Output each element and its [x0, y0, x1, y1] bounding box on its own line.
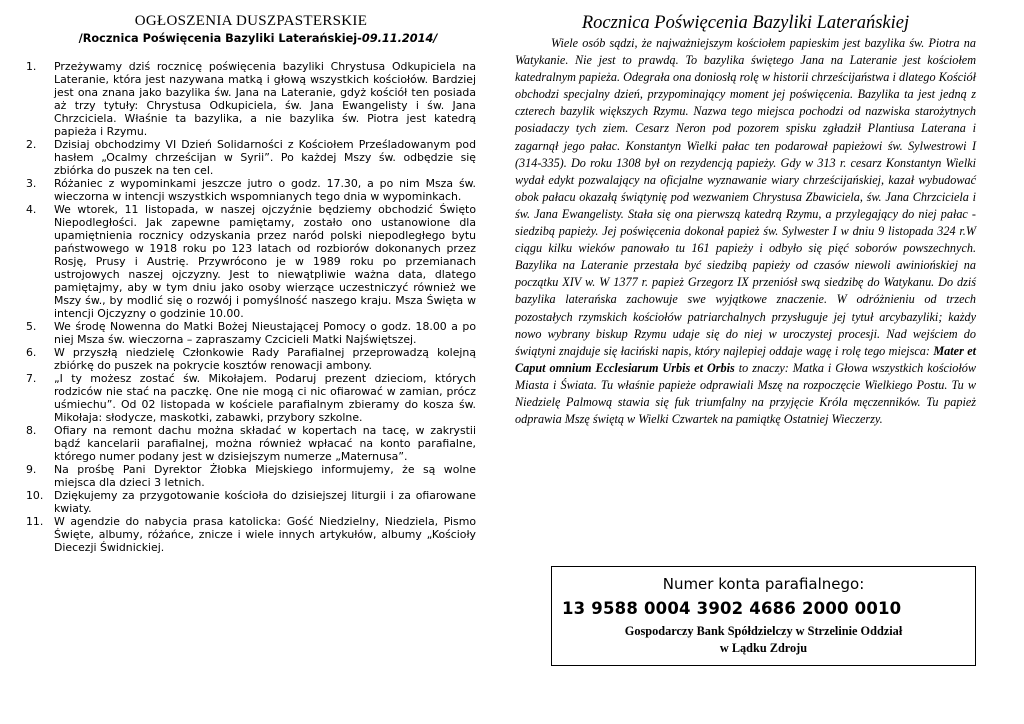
item-number: 3. — [26, 177, 37, 190]
item-text: Ofiary na remont dachu można składać w kopertach na tacę, w zakrystii bądź kancelarii parafialnej, można również wpłacać na konto parafialne, którego numer podany jest w dzisiejszym numerze „Maternusa”. — [54, 424, 476, 463]
item-number: 2. — [26, 138, 37, 151]
item-number: 11. — [26, 515, 44, 528]
announcements-list — [26, 60, 476, 554]
article-title: Rocznica Poświęcenia Bazyliki Laterańskiej — [581, 13, 910, 33]
list-item — [26, 60, 476, 138]
list-item — [26, 203, 476, 320]
list-item — [26, 320, 476, 346]
list-item — [26, 515, 476, 554]
item-text: W przyszłą niedzielę Członkowie Rady Parafialnej przeprowadzą kolejną zbiórkę do puszek na pokrycie kosztów renowacji ambony. — [54, 346, 476, 372]
bank-account-box — [551, 566, 976, 666]
announcements-subtitle — [40, 31, 476, 46]
list-item — [26, 424, 476, 463]
subtitle-occasion: /Rocznica Poświęcenia Bazyliki Laterańskiej- — [78, 32, 362, 45]
item-text: Przeżywamy dziś rocznicę poświęcenia bazyliki Chrystusa Odkupiciela na Lateranie, która jest nazywana matką i głową wszystkich kościołów. Bardziej jest ona znana jako bazylika św. Jana na Lateranie, gdyż kościół ten posiada aż trzy tytuły: Chrystusa Odkupiciela, św. Jana Ewangelisty i św. Jana Chrzciciela. Właśnie ta bazylika, a nie bazylika św. Piotra jest katedrą papieża i Rzymu. — [54, 60, 476, 138]
list-item — [26, 346, 476, 372]
list-item — [26, 463, 476, 489]
item-text: Różaniec z wypominkami jeszcze jutro o godz. 17.30, a po nim Msza św. wieczorna w intencji wszystkich wspomnianych tego dnia w wypominkach. — [54, 177, 476, 203]
subtitle-date: 09.11.2014/ — [361, 32, 438, 45]
article-column — [515, 12, 976, 428]
item-text: Dzisiaj obchodzimy VI Dzień Solidarności z Kościołem Prześladowanym pod hasłem „Ocalmy chrześcijan w Syrii”. Po każdej Mszy św. odbędzie się zbiórka do puszek na ten cel. — [54, 138, 476, 177]
latin-inscription: Mater et Caput omnium Ecclesiarum Urbis et Orbis — [515, 343, 976, 375]
item-number: 9. — [26, 463, 37, 476]
item-text: We środę Nowenna do Matki Bożej Nieustającej Pomocy o godz. 18.00 a po niej Msza św. wieczorna – zapraszamy Czcicieli Matki Najświętszej. — [54, 320, 476, 346]
article-text-part1: Wiele osób sądzi, że najważniejszym kościołem papieskim jest bazylika św. Piotra na Watykanie. Nie jest to prawdą. To bazylika świętego Jana na Lateranie jest kościołem katedralnym papieża. Odegrała ona doniosłą rolę w historii chrześcijaństwa i dlatego Kościół obchodzi specjalny dzień, przypominający moment jej poświęcenia. Bazylika ta jest jedną z czterech bazylik większych Rzymu. Nazwa tego miejsca pochodzi od nazwiska starożytnych posiadaczy tych ziem. Cesarz Neron pod pozorem spisku zgładził Plantiusa Laterana i zagarnął jego pałac. Konstantyn Wielki pałac ten podarował papieżowi św. Sylwestrowi I (314-335). Do roku 1308 był on rezydencją papieży. Gdy w 313 r. cesarz Konstantyn Wielki wydał edykt pozwalający na oficjalne wyznawanie wiary chrześcijańskiej, kazał wybudować obok pałacu okazałą świątynię pod wezwaniem Chrystusa Zbawiciela, św. Jana Chrzciciela i św. Jana Ewangelisty. Stała się ona pierwszą katedrą Rzymu, a przylegający do niej pałac - siedzibą papieży. Jej poświęcenia dokonał papież św. Sylwester I w dniu 9 listopada 324 r.W ciągu kilku wieków panowało tu 161 papieży i odbyło się pięć soborów powszechnych. Bazylika na Lateranie przestała być siedzibą papieży od czasów niewoli awiniońskiej na początku XIV w. W 1377 r. papież Grzegorz IX przeniósł swą siedzibę do Watykanu. Do dziś bazylika laterańska zachowuje swe wyjątkowe znaczenie. W odróżnieniu od trzech pozostałych rzymskich kościołów patriarchalnych przysługuje jej tytuł arcybazyliki; każdy nowo wybrany biskup Rzymu udaje się do niej w uroczystej procesji. Nad wejściem do świątyni znajduje się łaciński napis, który najlepiej oddaje wagę i rolę tego miejsca: — [515, 36, 976, 358]
announcements-column — [26, 12, 476, 554]
account-number: 13 9588 0004 3902 4686 2000 0010 — [562, 599, 902, 618]
item-number: 7. — [26, 372, 37, 385]
list-item — [26, 138, 476, 177]
item-text: We wtorek, 11 listopada, w naszej ojczyźnie będziemy obchodzić Święto Niepodległości. Jak zapewne pamiętamy, zostało ono ustanowione dla upamiętnienia rocznicy odzyskania przez naród polski niepodległego bytu państwowego w 1918 roku po 123 latach od rozbiorów dokonanych przez Rosję, Prusy i Austrię. Przywrócono je w 1989 roku po przemianach ustrojowych naszej ojczyzny. Jest to niewątpliwie ważna data, dlatego pamiętajmy, aby w tym dniu jako osoby wierzące uczestniczyć również we Mszy św., by modlić się o rozwój i pomyślność naszego kraju. Msza Święta w intencji Ojczyzny o godzinie 10.00. — [54, 203, 476, 320]
list-item — [26, 372, 476, 424]
item-text: „I ty możesz zostać św. Mikołajem. Podaruj prezent dzieciom, których rodziców nie stać na paczkę. One nie mogą ci nic ofiarować w zamian, prócz uśmiechu”. Od 02 listopada w kościele parafialnym zbieramy do kosza św. Mikołaja: słodycze, maskotki, zabawki, przybory szkolne. — [54, 372, 476, 424]
item-number: 4. — [26, 203, 37, 216]
list-item — [26, 489, 476, 515]
item-text: W agendzie do nabycia prasa katolicka: Gość Niedzielny, Niedziela, Pismo Święte, albumy, różańce, znicze i wiele innych artykułów, albumy „Kościoły Diecezji Świdnickiej. — [54, 515, 476, 554]
article-body — [515, 35, 976, 428]
bank-name-line1: Gospodarczy Bank Spółdzielczy w Strzelinie Oddział — [624, 624, 903, 638]
account-label: Numer konta parafialnego: — [662, 575, 865, 593]
item-number: 1. — [26, 60, 37, 73]
item-text: Na prośbę Pani Dyrektor Żłobka Miejskiego informujemy, że są wolne miejsca dla dzieci 3 letnich. — [54, 463, 476, 489]
item-number: 10. — [26, 489, 44, 502]
bank-name-line2: w Lądku Zdroju — [719, 641, 808, 655]
bank-name — [552, 623, 975, 657]
list-item — [26, 177, 476, 203]
announcements-title: OGŁOSZENIA DUSZPASTERSKIE — [134, 13, 368, 29]
article-text-part2: to znaczy: Matka i Głowa wszystkich kościołów Miasta i Świata. Tu właśnie papieże odprawiali Mszę na rozpoczęcie Wielkiego Postu. Tu w Niedzielę Palmową stawia się fuk triumfalny na przyjęcie Króla męczenników. Tu papież odprawia Mszę świętą w Wielki Czwartek na pamiątkę Ostatniej Wieczerzy. — [515, 360, 976, 427]
item-number: 6. — [26, 346, 37, 359]
item-number: 8. — [26, 424, 37, 437]
item-number: 5. — [26, 320, 37, 333]
item-text: Dziękujemy za przygotowanie kościoła do dzisiejszej liturgii i za ofiarowane kwiaty. — [54, 489, 476, 515]
